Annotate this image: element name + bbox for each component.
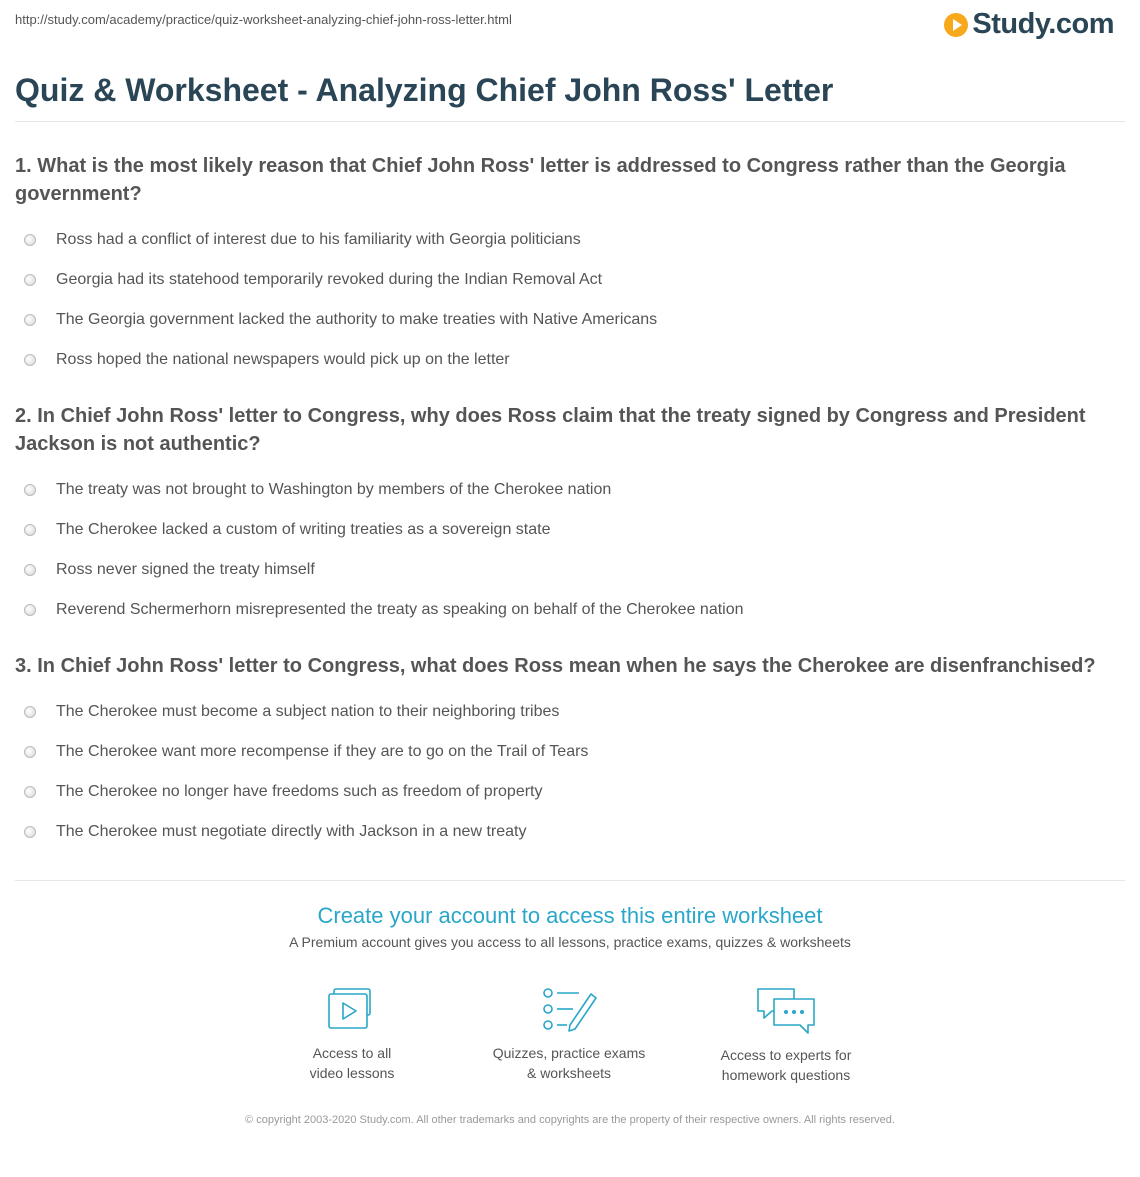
answer-option[interactable] <box>15 340 1125 380</box>
radio-button-icon[interactable] <box>24 746 36 758</box>
chat-bubbles-icon <box>754 985 818 1037</box>
answer-option[interactable] <box>15 732 1125 772</box>
page-title: Quiz & Worksheet - Analyzing Chief John Ross' Letter <box>15 72 834 108</box>
feature-video-lessons <box>242 985 462 1083</box>
answer-text: The Cherokee no longer have freedoms such as freedom of property <box>56 783 543 800</box>
question-1 <box>15 152 1125 380</box>
play-circle-icon <box>944 13 968 37</box>
copyright-footer: © copyright 2003-2020 Study.com. All other trademarks and copyrights are the property of their respective owners. All rights reserved. <box>245 1114 895 1126</box>
title-divider <box>15 121 1125 122</box>
answer-option[interactable] <box>15 812 1125 852</box>
signup-cta <box>0 902 1140 950</box>
answer-options <box>15 692 1125 852</box>
answer-text: The treaty was not brought to Washington by members of the Cherokee nation <box>56 481 612 498</box>
answer-text: Georgia had its statehood temporarily revoked during the Indian Removal Act <box>56 271 603 288</box>
answer-option[interactable] <box>15 300 1125 340</box>
question-list <box>15 152 1125 874</box>
question-text: 3. In Chief John Ross' letter to Congress, what does Ross mean when he says the Cherokee are disenfranchised? <box>15 655 1096 677</box>
section-divider <box>15 880 1125 881</box>
question-text: 1. What is the most likely reason that Chief John Ross' letter is addressed to Congress rather than the Georgia government? <box>15 155 1066 205</box>
question-3 <box>15 652 1125 852</box>
answer-options <box>15 470 1125 630</box>
cta-subtitle: A Premium account gives you access to all lessons, practice exams, quizzes & worksheets <box>289 934 851 950</box>
radio-button-icon[interactable] <box>24 354 36 366</box>
radio-button-icon[interactable] <box>24 786 36 798</box>
answer-option[interactable] <box>15 772 1125 812</box>
answer-text: The Cherokee must become a subject nation to their neighboring tribes <box>56 703 560 720</box>
answer-option[interactable] <box>15 260 1125 300</box>
radio-button-icon[interactable] <box>24 314 36 326</box>
answer-option[interactable] <box>15 220 1125 260</box>
radio-button-icon[interactable] <box>24 274 36 286</box>
feature-label: Access to all video lessons <box>309 1045 395 1081</box>
answer-options <box>15 220 1125 380</box>
answer-option[interactable] <box>15 510 1125 550</box>
feature-experts <box>676 985 896 1085</box>
question-2 <box>15 402 1125 630</box>
feature-quizzes <box>459 985 679 1083</box>
logo-text: Study.com <box>972 8 1114 40</box>
radio-button-icon[interactable] <box>24 524 36 536</box>
radio-button-icon[interactable] <box>24 564 36 576</box>
feature-label: Access to experts for homework questions <box>720 1047 852 1083</box>
radio-button-icon[interactable] <box>24 706 36 718</box>
answer-text: The Cherokee must negotiate directly with Jackson in a new treaty <box>56 823 527 840</box>
answer-text: Ross had a conflict of interest due to his familiarity with Georgia politicians <box>56 231 581 248</box>
answer-option[interactable] <box>15 692 1125 732</box>
answer-text: Ross hoped the national newspapers would pick up on the letter <box>56 351 510 368</box>
video-lesson-icon <box>322 985 382 1035</box>
radio-button-icon[interactable] <box>24 234 36 246</box>
answer-text: Ross never signed the treaty himself <box>56 561 315 578</box>
top-bar <box>0 0 1140 50</box>
answer-option[interactable] <box>15 590 1125 630</box>
page-url: http://study.com/academy/practice/quiz-worksheet-analyzing-chief-john-ross-letter.html <box>15 12 512 27</box>
answer-text: The Georgia government lacked the authority to make treaties with Native Americans <box>56 311 658 328</box>
feature-label: Quizzes, practice exams & worksheets <box>492 1045 646 1081</box>
radio-button-icon[interactable] <box>24 826 36 838</box>
radio-button-icon[interactable] <box>24 604 36 616</box>
answer-option[interactable] <box>15 550 1125 590</box>
answer-text: The Cherokee lacked a custom of writing treaties as a sovereign state <box>56 521 551 538</box>
answer-option[interactable] <box>15 470 1125 510</box>
radio-button-icon[interactable] <box>24 484 36 496</box>
answer-text: The Cherokee want more recompense if they are to go on the Trail of Tears <box>56 743 589 760</box>
question-text: 2. In Chief John Ross' letter to Congress, why does Ross claim that the treaty signed by Congress and President Jackson is not authentic? <box>15 405 1086 455</box>
site-logo[interactable] <box>944 8 1114 41</box>
quiz-checklist-icon <box>539 985 599 1035</box>
answer-text: Reverend Schermerhorn misrepresented the treaty as speaking on behalf of the Cherokee nation <box>56 601 744 618</box>
cta-title-link[interactable]: Create your account to access this entire worksheet <box>317 903 823 928</box>
